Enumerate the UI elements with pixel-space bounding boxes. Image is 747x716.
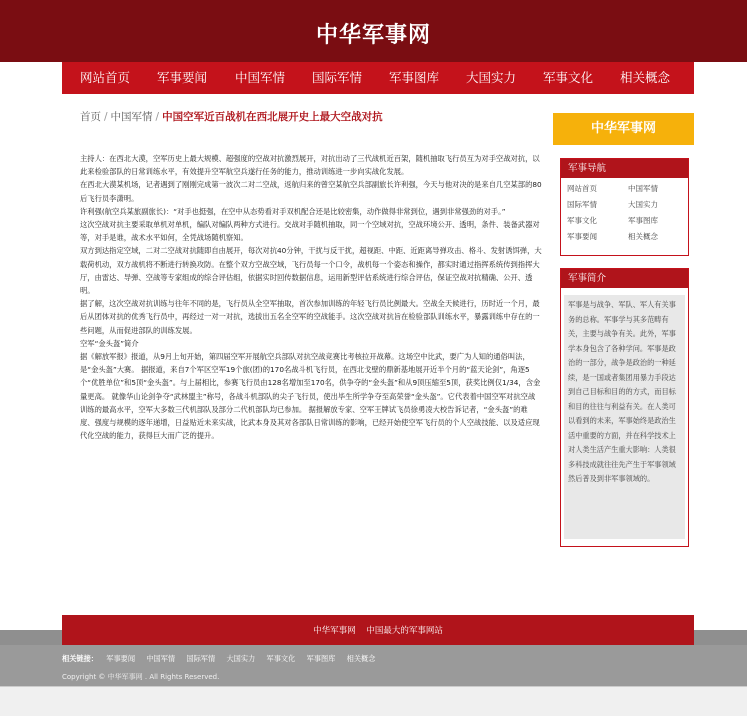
footer-link-gallery[interactable]: 军事图库 — [306, 654, 336, 663]
article-paragraph: 这次空战对抗主要采取单机对单机，编队对编队两种方式进行。交战对手随机抽取，同一个空域对抗，空战环境公开、透明，条件、装备武器对等，对手是谁，战术水平如何，全凭战场随机察知。 — [80, 220, 540, 243]
nav-item-intl[interactable]: 国际军情 — [312, 70, 363, 85]
article-paragraph: 据了解，这次空战对抗训练与往年不同的是，飞行员从全空军抽取，首次参加训练的年轻飞行员比例最大。空战全天候进行，历时近一个月，最后从团体对抗的优秀飞行员中，再经过一对一对抗，选拔出五名全空军的空战能手。这次空战对抗旨在检验部队训练水平，暴露训练中存在的一些问题，从而促进部队的训练发展。 — [80, 299, 540, 335]
breadcrumb-home[interactable]: 首页 — [80, 111, 101, 123]
main-nav — [62, 62, 694, 94]
nav-item-culture[interactable]: 军事文化 — [543, 70, 594, 85]
breadcrumb-separator: / — [155, 111, 160, 123]
sidebar-link-gallery[interactable]: 军事图库 — [628, 216, 658, 225]
main-content — [80, 108, 542, 441]
footer-links — [62, 654, 384, 664]
nav-item-power[interactable]: 大国实力 — [466, 70, 517, 85]
breadcrumb-separator: / — [104, 111, 108, 123]
sidebar-intro-title: 军事简介 — [561, 269, 688, 288]
footer-link-intl[interactable]: 国际军情 — [186, 654, 216, 663]
sidebar-nav-box — [560, 158, 689, 256]
copyright-text: Copyright © 中华军事网 . All Rights Reserved. — [62, 673, 220, 681]
sidebar-link-china[interactable]: 中国军情 — [628, 184, 658, 193]
sidebar-brand: 中华军事网 — [553, 113, 694, 145]
breadcrumb — [80, 108, 542, 126]
breadcrumb-current: 中国空军近百战机在西北展开史上最大空战对抗 — [162, 111, 383, 123]
footer-link-power[interactable]: 大国实力 — [226, 654, 256, 663]
site-title: 中华军事网 — [315, 23, 431, 48]
article-paragraph: 在西北大漠某机场，记者遇到了刚刚完成第一波次二对二空战，返航归来的曾空某航空兵部副旅长许利强，今天与他对决的是来自几空某部的80后飞行员李潇明。 — [80, 180, 542, 203]
nav-item-news[interactable]: 军事要闻 — [157, 70, 208, 85]
footer-tagline: 中华军事网 中国最大的军事网站 — [313, 626, 443, 636]
article-body — [80, 152, 542, 442]
sidebar-link-news[interactable]: 军事要闻 — [567, 232, 597, 241]
sidebar-intro-text: 军事是与战争、军队、军人有关事务的总称。军事学与其多范畴有关，主要与战争有关。此外，军事学本身包含了各种学问。军事是政治的一部分，战争是政治的一种延续，是一国或者集团用暴力手段达到自己目标和目的的方式，而目标和目的往往与利益有关。在人类可以看到的未来，军事始终是政治生活中重要的方面，并在科学技术上对人类生活产生重大影响：人类很多科技成就往往先产生于军事领域然后普及到非军事领域的。 — [564, 295, 685, 539]
sidebar-link-concepts[interactable]: 相关概念 — [628, 232, 658, 241]
footer-link-concepts[interactable]: 相关概念 — [346, 654, 376, 663]
article-subheading: 空军“金头盔”简介 — [80, 338, 139, 348]
sidebar-nav-links — [561, 178, 688, 252]
footer-link-china[interactable]: 中国军情 — [146, 654, 176, 663]
article-paragraph: 双方到达指定空域，二对二空战对抗随即自由展开，每次对抗40分钟，干扰与反干扰，超视距、中距、近距离导弹攻击、格斗、发射诱饵弹，大载荷机动，双方战机将不断进行转换攻防。在整个双方空战空域，飞行员每一个口令，战机每一个姿态和操作，都实时通过指挥系统传到指挥大厅，由雷达、导弹、空战等专家组成的综合评估组，依据实时回传数据信息，运用新型评估系统进行综合评估，保证空战对抗精确、公开、透明。 — [80, 246, 542, 296]
footer-links-label: 相关链接： — [62, 654, 98, 663]
sidebar-link-home[interactable]: 网站首页 — [567, 184, 597, 193]
nav-item-gallery[interactable]: 军事图库 — [389, 70, 440, 85]
footer-link-culture[interactable]: 军事文化 — [266, 654, 296, 663]
article-paragraph: 许利强(航空兵某旅副旅长)：“对手也挺强，在空中从态势看对手双机配合还是比较密集，动作做得非常到位，遇到非常强劲的对手。” — [80, 206, 506, 216]
article-paragraph: 据《解放军报》报道，从9月上旬开始，第四届空军开展航空兵部队对抗空战竞赛比考核拉开战幕。这场空中比武，要广为人知的通俗叫法，是“金头盔”大赛。 据报道，来自7个军区空军19个旅(团)的170名战斗机飞行员，在西北戈壁的鼎新基地展开近半个月的“蓝天论剑”，角逐5个“优胜单位”和5顶“金头盔”。与上届相比，参赛飞行员由128名增加至170名，供争夺的“金头盔”和从9顶压缩至5顶，获奖比例仅1/34，含金量更高。 就像华山论剑争夺“武林盟主”称号，各战斗机部队的尖子飞行员，使出毕生所学争夺至高荣誉“金头盔”。它代表着中国空军对抗空战训练的最高水平，空军大多数三代机部队及部分二代机部队均已参加。 据报解放专家、空军王牌试飞员徐勇凌大校告诉记者，“金头盔”的难度、强度与规模的逐年递增，日益贴近未来实战，比武本身及其对各部队日常训练的影响，已经开始使空军飞行员的个人空战技能、以及适应现代化空战的能力，获得巨大而广泛的提升。 — [80, 352, 541, 441]
nav-item-concepts[interactable]: 相关概念 — [620, 70, 671, 85]
footer-tagline-bar — [62, 615, 694, 645]
sidebar-link-intl[interactable]: 国际军情 — [567, 200, 597, 209]
nav-item-home[interactable]: 网站首页 — [80, 70, 131, 85]
article-paragraph: 主持人：在西北大漠，空军历史上最大规模、超强度的空战对抗激烈展开，对抗出动了三代战机近百架，随机抽取飞行员互为对手空战对抗，以此来检验部队的日常训练水平，有效提升空军航空兵遂行任务的能力，推动训练进一步向实战化发展。 — [80, 154, 540, 177]
sidebar-nav-title: 军事导航 — [561, 159, 688, 178]
sidebar-intro-box — [560, 268, 689, 547]
footer-link-news[interactable]: 军事要闻 — [106, 654, 136, 663]
sidebar-link-power[interactable]: 大国实力 — [628, 200, 658, 209]
breadcrumb-section[interactable]: 中国军情 — [110, 111, 153, 123]
sidebar-link-culture[interactable]: 军事文化 — [567, 216, 597, 225]
nav-item-china[interactable]: 中国军情 — [235, 70, 286, 85]
bottom-strip — [0, 686, 747, 716]
